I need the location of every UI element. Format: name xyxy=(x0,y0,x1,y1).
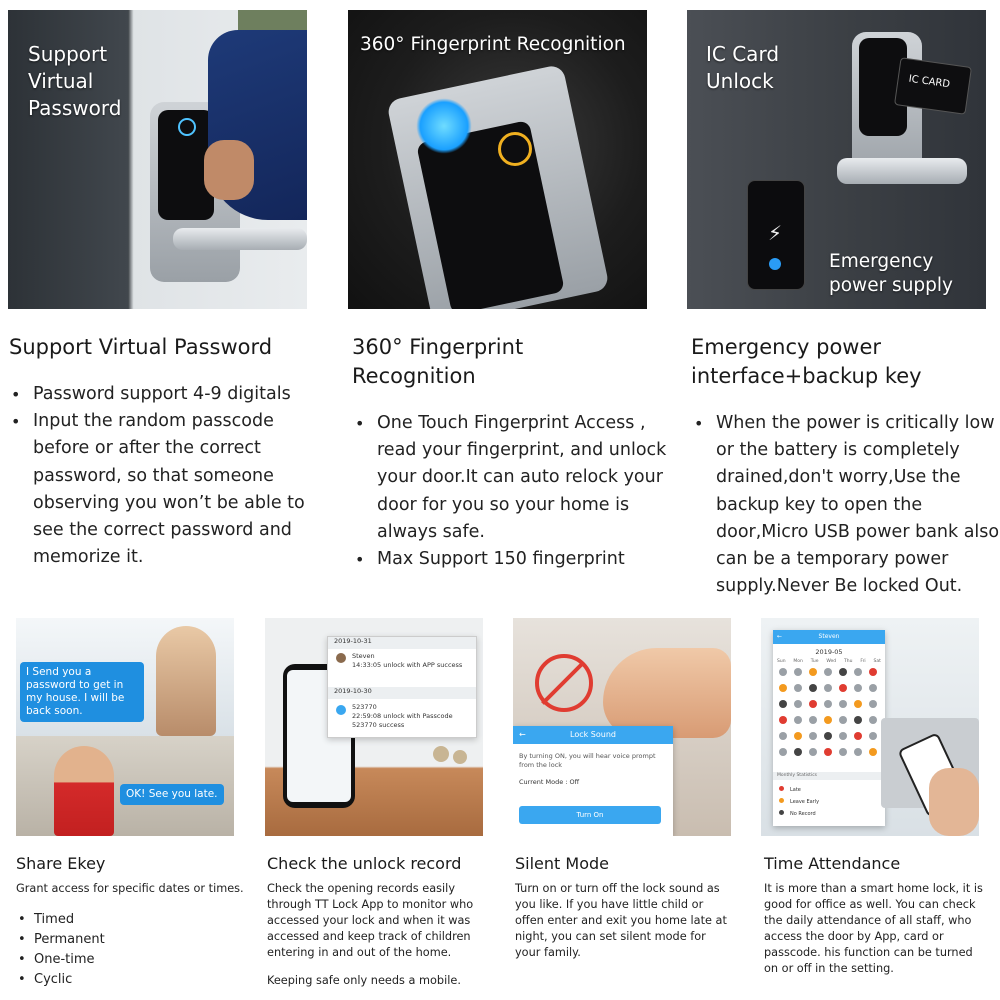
list-item: • Cyclic xyxy=(34,970,105,990)
calendar-day[interactable] xyxy=(824,684,832,692)
power-port-dot xyxy=(769,258,781,270)
title-silent-mode: Silent Mode xyxy=(515,854,609,873)
woman-figure xyxy=(156,626,216,736)
calendar-day[interactable] xyxy=(779,748,787,756)
calendar-day[interactable] xyxy=(839,700,847,708)
calendar-day[interactable] xyxy=(794,684,802,692)
calendar-day[interactable] xyxy=(809,700,817,708)
calendar-day[interactable] xyxy=(779,700,787,708)
stats-legend: Late Leave Early No Record xyxy=(779,784,819,820)
list-item: • Input the random passcode before or after the correct password, so that someone observing you won’t be able to see the correct password and memorize it. xyxy=(33,408,331,571)
list-fingerprint xyxy=(353,410,672,573)
message-bubble: I Send you a password to get in my house. I will be back soon. xyxy=(20,662,144,722)
calendar-day[interactable] xyxy=(854,700,862,708)
passcode-icon xyxy=(336,705,346,715)
avatar xyxy=(336,653,346,663)
no-record-dot xyxy=(779,810,784,815)
photo-fingerprint xyxy=(348,10,647,309)
app-text: By turning ON, you will hear voice prompt from the lock xyxy=(519,752,656,769)
heading-fingerprint: 360° Fingerprint Recognition xyxy=(352,335,524,388)
turn-on-button[interactable]: Turn On xyxy=(519,806,661,824)
weekday-row: Sun Mon Tue Wed Thu Fri Sat xyxy=(777,659,881,664)
calendar-day[interactable] xyxy=(869,668,877,676)
calendar-day[interactable] xyxy=(824,668,832,676)
list-item: • Permanent xyxy=(34,930,105,950)
calendar-day[interactable] xyxy=(839,732,847,740)
list-item: • One Touch Fingerprint Access , read your fingerprint, and unlock your door.It can auto relock your door for you so your home is always safe. xyxy=(377,410,672,546)
list-item: • One-time xyxy=(34,950,105,970)
mute-bell-icon xyxy=(535,654,593,712)
calendar-day[interactable] xyxy=(794,748,802,756)
calendar-day[interactable] xyxy=(809,684,817,692)
list-item: • Max Support 150 fingerprint xyxy=(377,546,672,573)
door-handle xyxy=(173,228,307,250)
calendar-day[interactable] xyxy=(869,716,877,724)
calendar-day[interactable] xyxy=(809,732,817,740)
calendar-month: 2019-05 xyxy=(815,648,843,656)
desc-time-attendance: It is more than a smart home lock, it is good for office as well. You can check the daily attendance of all staff, who access the door by App, card or passcode. his function can be turned on or off in the setting. xyxy=(764,882,983,975)
heading-virtual-password: Support Virtual Password xyxy=(9,335,273,359)
decor-ball xyxy=(433,746,449,762)
calendar-day[interactable] xyxy=(854,748,862,756)
fingerprint-sensor-icon xyxy=(178,118,196,136)
title-share-ekey: Share Ekey xyxy=(16,854,106,873)
calendar-day[interactable] xyxy=(779,732,787,740)
calendar-day[interactable] xyxy=(824,732,832,740)
hand xyxy=(929,768,979,836)
fingerprint-icon xyxy=(416,98,472,154)
door-handle xyxy=(837,158,967,184)
tile-share-ekey xyxy=(16,618,234,836)
list-item: • Timed xyxy=(34,910,105,930)
calendar-day[interactable] xyxy=(809,668,817,676)
calendar-day[interactable] xyxy=(869,684,877,692)
calendar-day[interactable] xyxy=(869,700,877,708)
power-bank xyxy=(747,180,805,290)
calendar-day[interactable] xyxy=(779,684,787,692)
back-arrow-icon[interactable]: ← xyxy=(519,730,526,739)
attendance-screen xyxy=(773,630,885,826)
calendar-day[interactable] xyxy=(839,748,847,756)
desc-silent-mode: Turn on or turn off the lock sound as you like. If you have little child or offen enter and exit you home late at night, you can set silent mode for your family. xyxy=(515,882,727,959)
reply-bubble: OK! See you late. xyxy=(120,784,224,805)
calendar-day[interactable] xyxy=(794,716,802,724)
calendar-day[interactable] xyxy=(824,748,832,756)
calendar-day[interactable] xyxy=(854,684,862,692)
tile-time-attendance xyxy=(761,618,979,836)
lightning-icon: ⚡ xyxy=(768,221,783,245)
desc-unlock-record: Check the opening records easily through TT Lock App to monitor who accessed your lock and when it was accessed and keep track of children entering in and out of the home. xyxy=(267,882,474,959)
title-time-attendance: Time Attendance xyxy=(764,854,901,873)
list-item: • Password support 4-9 digitals xyxy=(33,381,331,408)
sleeping-child xyxy=(603,648,731,738)
back-arrow-icon[interactable]: ← xyxy=(777,633,783,640)
record-card: 2019-10-31 Steven 14:33:05 unlock with APP success 2019-10-30 523770 22:59:08 unlock with Passcode 523770 success xyxy=(327,636,477,738)
sensor-ring xyxy=(498,132,532,166)
calendar-day[interactable] xyxy=(794,700,802,708)
leave-early-dot xyxy=(779,798,784,803)
desc-unlock-record-2: Keeping safe only needs a mobile. xyxy=(267,974,461,987)
overlay-title: Support Virtual Password xyxy=(28,42,122,120)
calendar-day[interactable] xyxy=(809,748,817,756)
list-emergency-power xyxy=(692,410,1000,600)
photo-ic-card xyxy=(687,10,986,309)
title-unlock-record: Check the unlock record xyxy=(267,854,462,873)
decor-ball xyxy=(453,750,467,764)
calendar-day[interactable] xyxy=(854,668,862,676)
ic-card: IC CARD xyxy=(894,57,972,115)
calendar-day[interactable] xyxy=(854,732,862,740)
calendar-day[interactable] xyxy=(839,716,847,724)
calendar-day[interactable] xyxy=(794,668,802,676)
desc-share-ekey: Grant access for specific dates or times. xyxy=(16,882,244,895)
hand xyxy=(204,140,254,200)
app-header: ← Steven xyxy=(773,630,885,644)
stats-header: Monthly Statistics xyxy=(773,772,885,780)
calendar-day[interactable] xyxy=(854,716,862,724)
calendar-day[interactable] xyxy=(779,668,787,676)
late-dot xyxy=(779,786,784,791)
app-header: ← Lock Sound xyxy=(513,726,673,744)
calendar-day[interactable] xyxy=(824,716,832,724)
calendar-day[interactable] xyxy=(809,716,817,724)
heading-emergency-power: Emergency power interface+backup key xyxy=(691,335,922,388)
tile-unlock-record xyxy=(265,618,483,836)
calendar-day[interactable] xyxy=(869,748,877,756)
man-figure xyxy=(54,746,114,836)
list-share-ekey xyxy=(16,910,105,990)
calendar-day[interactable] xyxy=(794,732,802,740)
calendar-day[interactable] xyxy=(839,668,847,676)
photo-virtual-password xyxy=(8,10,307,309)
calendar-day[interactable] xyxy=(839,684,847,692)
power-label: Emergency power supply xyxy=(829,251,953,296)
calendar-day[interactable] xyxy=(869,732,877,740)
calendar-day[interactable] xyxy=(824,700,832,708)
overlay-title: IC Card Unlock xyxy=(706,42,780,93)
list-item: • When the power is critically low or the battery is completely drained,don't worry,Use the backup key to open the door,Micro USB power bank also can be a temporary power supply.Never Be locked Out. xyxy=(716,410,1000,600)
list-virtual-password xyxy=(9,381,331,571)
overlay-title: 360° Fingerprint Recognition xyxy=(360,34,626,55)
calendar-grid xyxy=(777,668,881,768)
tile-silent-mode xyxy=(513,618,731,836)
lock-sound-screen xyxy=(513,726,673,836)
current-mode: Current Mode : Off xyxy=(519,778,580,786)
calendar-day[interactable] xyxy=(779,716,787,724)
